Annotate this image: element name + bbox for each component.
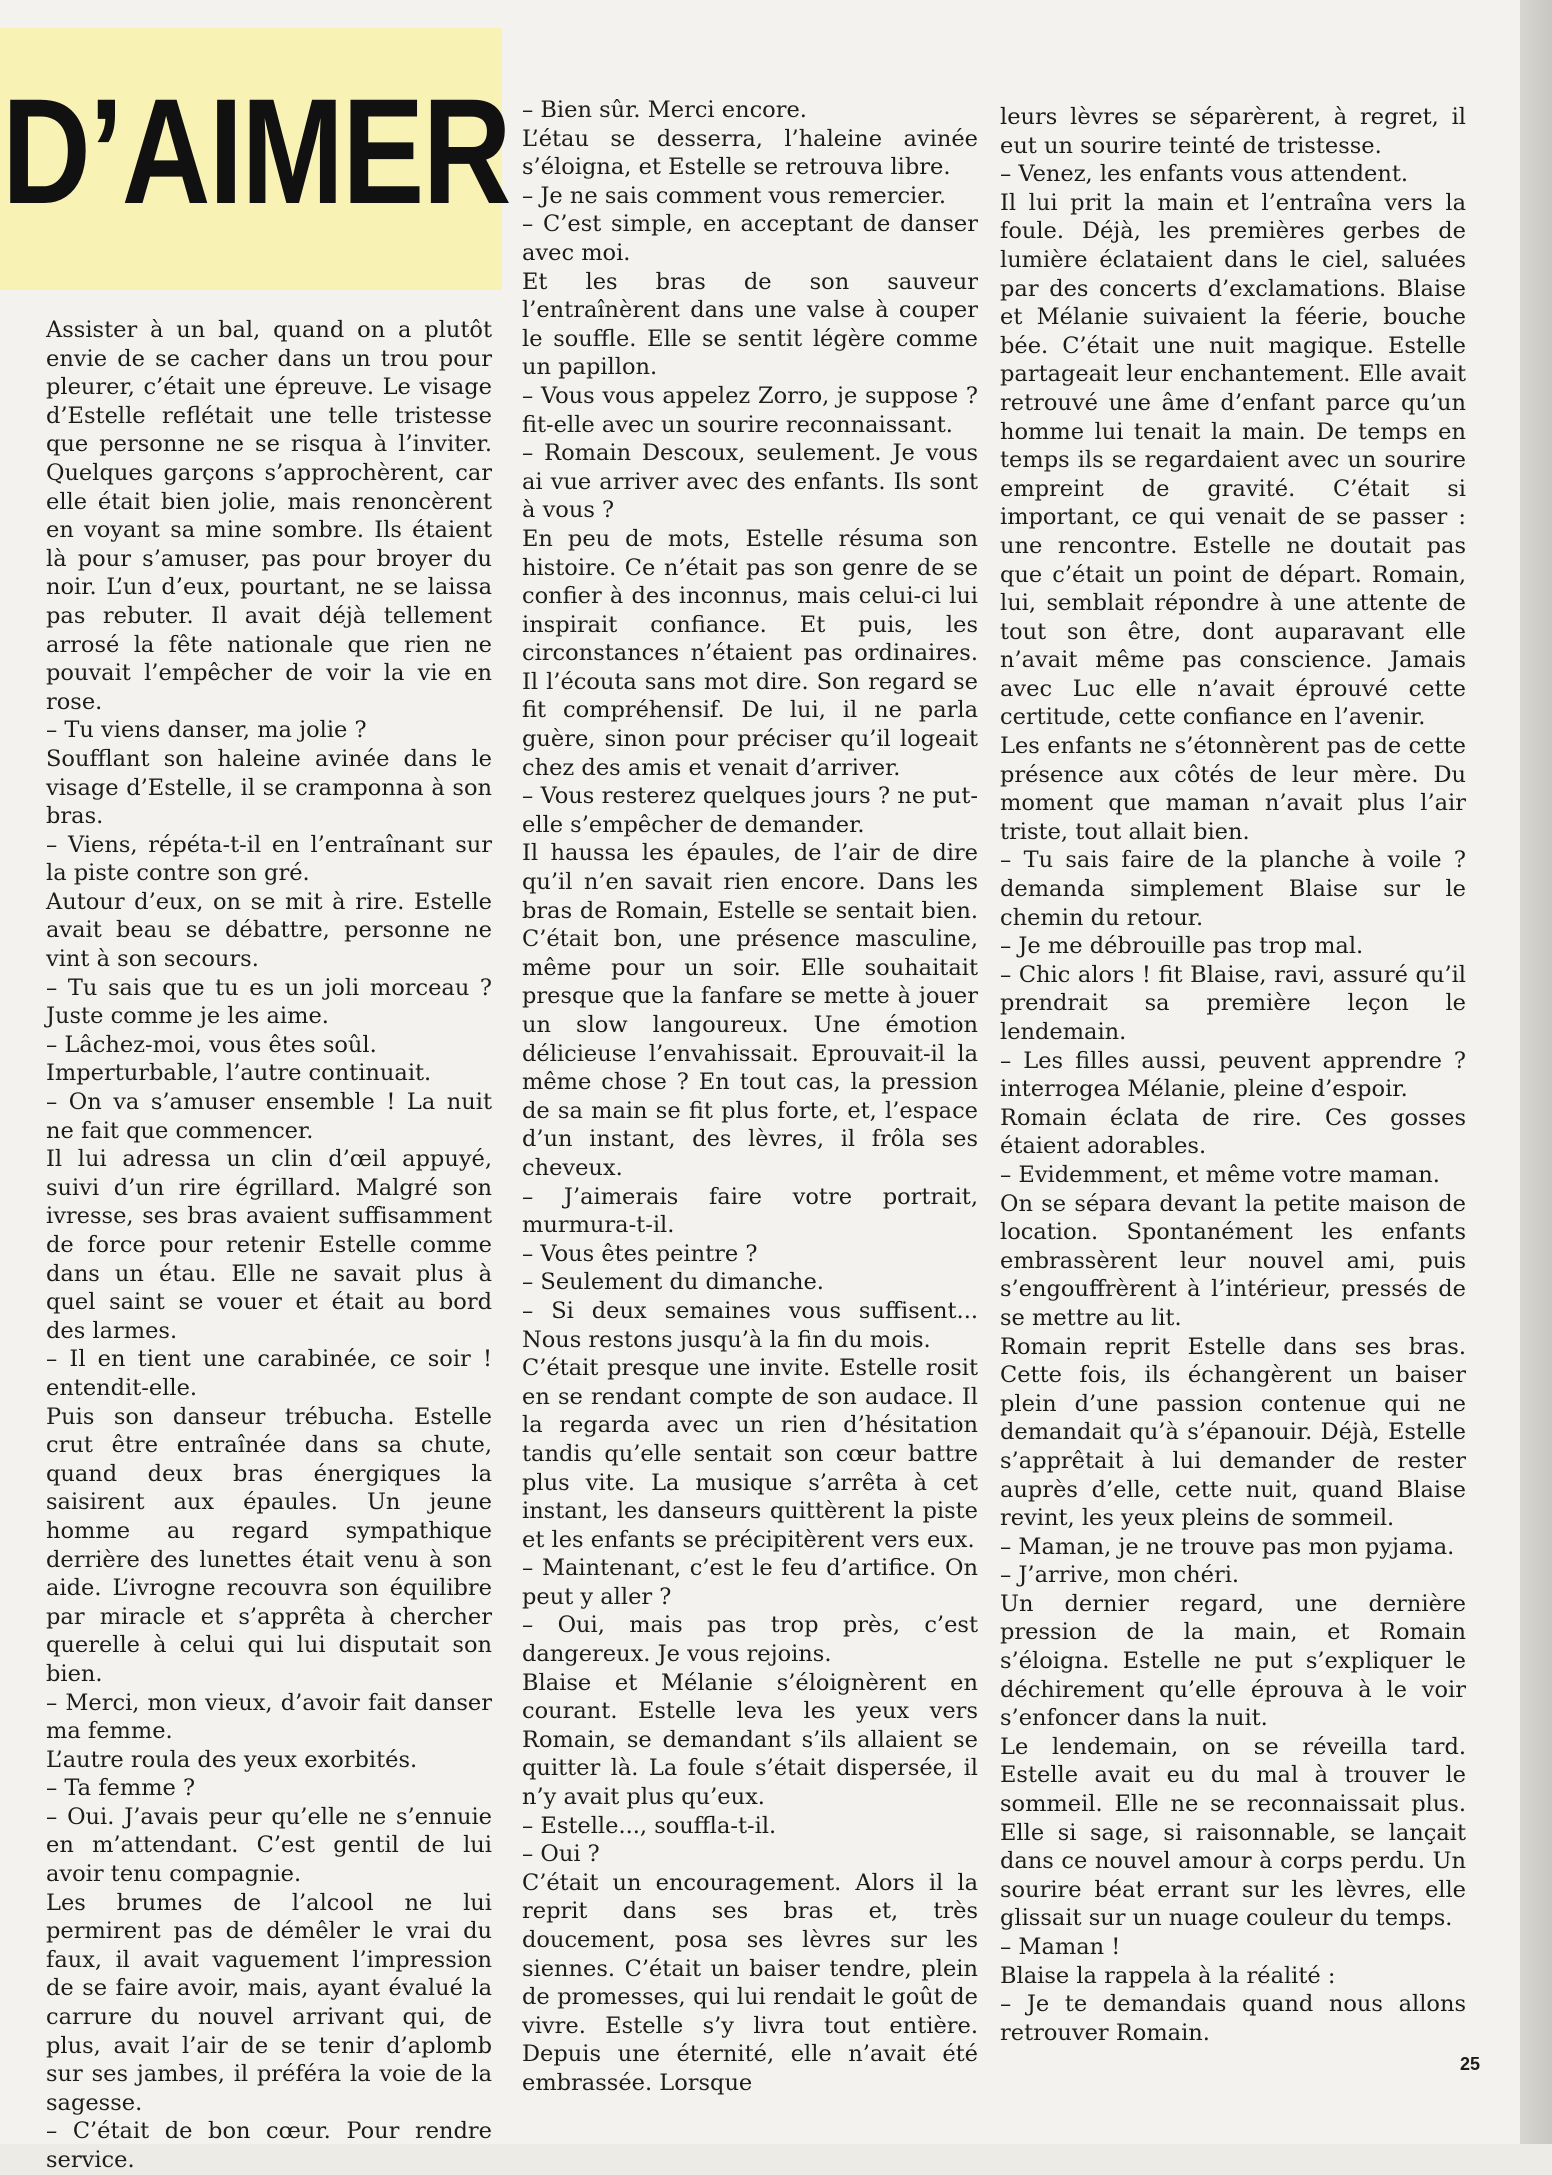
- paragraph: Puis son danseur trébucha. Estelle crut être entraînée dans sa chute, quand deux bras énergiques la saisirent aux épaules. Un jeune homme au regard sympathique derrière des lunettes était venu à son aide. L’ivrogne recouvra son équilibre par miracle et s’apprêta à chercher querelle à celui qui lui disputait son bien.: [46, 1403, 492, 1687]
- paragraph: C’était presque une invite. Estelle rosit en se rendant compte de son audace. Il la regarda avec un rien d’hésitation tandis qu’elle sentait son cœur battre plus vite. La musique s’arrêta à cet instant, les danseurs quittèrent la piste et les enfants se précipitèrent vers eux.: [522, 1355, 978, 1553]
- paragraph: – Maintenant, c’est le feu d’artifice. On peut y aller ?: [522, 1555, 978, 1610]
- paragraph: Les brumes de l’alcool ne lui permirent pas de démêler le vrai du faux, il avait vaguement l’impression de se faire avoir, mais, ayant évalué la carrure du nouvel arrivant qui, de plus, avait l’air de se tenir d’aplomb sur ses jambes, il préféra la voie de la sagesse.: [46, 1889, 492, 2116]
- paragraph: Romain éclata de rire. Ces gosses étaient adorables.: [1000, 1104, 1466, 1160]
- paragraph: – Je te demandais quand nous allons retrouver Romain.: [1000, 1991, 1466, 2046]
- paragraph: – Bien sûr. Merci encore.: [522, 97, 807, 123]
- paragraph: – J’arrive, mon chéri.: [1000, 1562, 1240, 1589]
- paragraph: – Ta femme ?: [46, 1775, 196, 1802]
- paragraph: – Viens, répéta-t-il en l’entraînant sur la piste contre son gré.: [46, 831, 492, 887]
- paragraph: – J’aimerais faire votre portrait, murmura-t-il.: [522, 1183, 978, 1239]
- paragraph: Romain reprit Estelle dans ses bras. Cette fois, ils échangèrent un baiser plein d’une passion contenue qui ne demandait qu’à s’épanouir. Déjà, Estelle s’apprêtait à lui demander de rester auprès d’elle, cette nuit, quand Blaise revint, les yeux pleins de sommeil.: [1000, 1333, 1466, 1532]
- paragraph: – Vous vous appelez Zorro, je suppose ? fit-elle avec un sourire reconnaissant.: [522, 382, 978, 438]
- paragraph: – Vous êtes peintre ?: [522, 1240, 758, 1267]
- paragraph: – Oui. J’avais peur qu’elle ne s’ennuie en m’attendant. C’est gentil de lui avoir tenu compagnie.: [46, 1803, 492, 1888]
- paragraph: – Estelle..., souffla-t-il.: [522, 1812, 777, 1839]
- paragraph: – Tu viens danser, ma jolie ?: [46, 717, 367, 744]
- paragraph: En peu de mots, Estelle résuma son histoire. Ce n’était pas son genre de se confier à des inconnus, mais celui-ci lui inspirait confiance. Et puis, les circonstances n’étaient pas ordinaires. Il l’écouta sans mot dire. Son regard se fit compréhensif. De lui, il ne parla guère, sinon pour préciser qu’il logeait chez des amis et venait d’arriver.: [522, 525, 978, 781]
- paragraph: Et les bras de son sauveur l’entraînèrent dans une valse à couper le souffle. Elle se sentit légère comme un papillon.: [522, 268, 978, 381]
- paragraph: – C’est simple, en acceptant de danser avec moi.: [522, 211, 978, 266]
- paragraph: Autour d’eux, on se mit à rire. Estelle avait beau se débattre, personne ne vint à son secours.: [46, 888, 492, 973]
- paragraph: – Evidemment, et même votre maman.: [1000, 1161, 1440, 1188]
- paragraph: – Vous resterez quelques jours ? ne put-elle s’empêcher de demander.: [522, 783, 978, 838]
- paragraph: Il lui prit la main et l’entraîna vers la foule. Déjà, les premières gerbes de lumière éclataient dans le ciel, saluées par des concerts d’exclamations. Blaise et Mélanie suivaient la féerie, bouche bée. C’était une nuit magique. Estelle partageait leur enchantement. Elle avait retrouvé une âme d’enfant parce qu’un homme lui tenait la main. De temps en temps ils se regardaient avec un sourire empreint de gravité. C’était si important, ce qui venait de se passer : une rencontre. Estelle ne doutait pas que c’était un point de départ. Romain, lui, semblait répondre à une attente de tout son être, dont auparavant elle n’avait même pas conscience. Jamais avec Luc elle n’avait éprouvé cette certitude, cette confiance en l’avenir.: [1000, 189, 1466, 731]
- paragraph: – Maman !: [1000, 1934, 1121, 1960]
- paragraph: leurs lèvres se séparèrent, à regret, il eut un sourire teinté de tristesse.: [1000, 104, 1466, 159]
- paragraph: – Lâchez-moi, vous êtes soûl.: [46, 1031, 377, 1058]
- page-number: 25: [1460, 2054, 1481, 2074]
- paragraph: – Il en tient une carabinée, ce soir ! entendit-elle.: [46, 1346, 492, 1401]
- paragraph: Un dernier regard, une dernière pression de la main, et Romain s’éloigna. Estelle ne put s’expliquer le déchirement qu’elle éprouva à le voir s’enfoncer dans la nuit.: [1000, 1590, 1466, 1732]
- page-title: D’AIMER: [2, 67, 510, 235]
- page-edge: [1520, 0, 1552, 2144]
- paragraph: L’étau se desserra, l’haleine avinée s’éloigna, et Estelle se retrouva libre.: [522, 125, 978, 181]
- paragraph: – Seulement du dimanche.: [522, 1269, 824, 1296]
- paragraph: – Venez, les enfants vous attendent.: [1000, 161, 1409, 188]
- paragraph: Blaise et Mélanie s’éloignèrent en courant. Estelle leva les yeux vers Romain, se demandant s’ils allaient se quitter là. La foule s’était dispersée, il n’y avait plus qu’eux.: [522, 1669, 978, 1811]
- paragraph: C’était un encouragement. Alors il la reprit dans ses bras et, très doucement, posa ses lèvres sur les siennes. C’était un baiser tendre, plein de promesses, qui lui rendait le goût de vivre. Estelle s’y livra tout entière. Depuis une éternité, elle n’avait été embrassée. Lorsque: [522, 1869, 978, 2096]
- paragraph: Les enfants ne s’étonnèrent pas de cette présence aux côtés de leur mère. Du moment que maman n’avait plus l’air triste, tout allait bien.: [1000, 733, 1466, 845]
- paragraph: – Romain Descoux, seulement. Je vous ai vue arriver avec des enfants. Ils sont à vous ?: [522, 440, 978, 524]
- paragraph: – Oui, mais pas trop près, c’est dangereux. Je vous rejoins.: [522, 1612, 978, 1668]
- paragraph: Soufflant son haleine avinée dans le visage d’Estelle, il se cramponna à son bras.: [46, 745, 492, 830]
- paragraph: – Merci, mon vieux, d’avoir fait danser ma femme.: [46, 1689, 492, 1745]
- text-column-2: [522, 96, 978, 2098]
- paragraph: – Oui ?: [522, 1841, 600, 1868]
- paragraph: – Chic alors ! fit Blaise, ravi, assuré qu’il prendrait sa première leçon le lendemain.: [1000, 961, 1466, 1045]
- text-column-1: [46, 316, 492, 2175]
- paragraph: Assister à un bal, quand on a plutôt envie de se cacher dans un trou pour pleurer, c’était une épreuve. Le visage d’Estelle reflétait une telle tristesse que personne ne se risqua à l’inviter. Quelques garçons s’approchèrent, car elle était bien jolie, mais renoncèrent en voyant sa mine sombre. Ils étaient là pour s’amuser, pas pour broyer du noir. L’un d’eux, pourtant, ne se laissa pas rebuter. Il avait déjà tellement arrosé la fête nationale que rien ne pouvait l’empêcher de voir la vie en rose.: [46, 317, 492, 715]
- paragraph: Il haussa les épaules, de l’air de dire qu’il n’en savait rien encore. Dans les bras de Romain, Estelle se sentait bien. C’était bon, une présence masculine, même pour un soir. Elle souhaitait presque que la fanfare se mette à jouer un slow langoureux. Une émotion délicieuse l’envahissait. Eprouvait-il la même chose ? En tout cas, la pression de sa main se fit plus forte, et, l’espace d’un instant, des lèvres, il frôla ses cheveux.: [522, 840, 978, 1181]
- paragraph: – Les filles aussi, peuvent apprendre ? interrogea Mélanie, pleine d’espoir.: [1000, 1047, 1466, 1103]
- paragraph: – Je me débrouille pas trop mal.: [1000, 933, 1364, 960]
- paragraph: – Tu sais faire de la planche à voile ? demanda simplement Blaise sur le chemin du retour.: [1000, 847, 1466, 931]
- paragraph: Le lendemain, on se réveilla tard. Estelle avait eu du mal à trouver le sommeil. Elle ne se reconnaissait plus. Elle si sage, si raisonnable, se lançait dans ce nouvel amour à corps perdu. Un sourire béat errant sur les lèvres, elle glissait sur un nuage couleur du temps.: [1000, 1733, 1466, 1932]
- text-column-3: [1000, 103, 1466, 2047]
- paragraph: L’autre roula des yeux exorbités.: [46, 1746, 418, 1773]
- paragraph: Blaise la rappela à la réalité :: [1000, 1962, 1336, 1989]
- paragraph: – On va s’amuser ensemble ! La nuit ne fait que commencer.: [46, 1089, 492, 1144]
- paragraph: Il lui adressa un clin d’œil appuyé, suivi d’un rire égrillard. Malgré son ivresse, ses bras avaient suffisamment de force pour retenir Estelle comme dans un étau. Elle ne savait plus à quel saint se vouer et était au bord des larmes.: [46, 1146, 492, 1344]
- paragraph: – Je ne sais comment vous remercier.: [522, 182, 946, 209]
- paragraph: – Maman, je ne trouve pas mon pyjama.: [1000, 1533, 1455, 1560]
- paragraph: – Si deux semaines vous suffisent... Nous restons jusqu’à la fin du mois.: [522, 1297, 978, 1353]
- paragraph: – Tu sais que tu es un joli morceau ? Juste comme je les aime.: [46, 974, 492, 1030]
- paragraph: On se sépara devant la petite maison de location. Spontanément les enfants embrassèrent leur nouvel ami, puis s’engouffrèrent à l’intérieur, pressés de se mettre au lit.: [1000, 1190, 1466, 1331]
- paragraph: – C’était de bon cœur. Pour rendre service.: [46, 2118, 492, 2173]
- paragraph: Imperturbable, l’autre continuait.: [46, 1060, 432, 1087]
